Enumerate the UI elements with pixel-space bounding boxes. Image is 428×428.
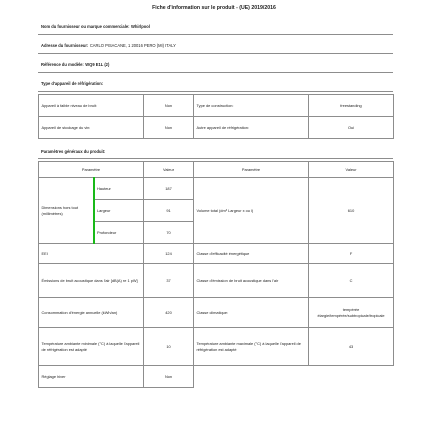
- eei-label: EEI: [39, 244, 144, 264]
- table-row: [39, 328, 394, 366]
- column-header-value: Valeur: [144, 162, 194, 178]
- annual-consumption-value: 420: [144, 298, 194, 328]
- depth-label: Profondeur: [94, 222, 144, 244]
- max-temperature-value: 43: [309, 328, 394, 366]
- winter-setting-label: Réglage hiver: [39, 366, 144, 388]
- product-information-sheet: [38, 16, 393, 408]
- supplier-brand-label: Nom du fournisseur ou marque commerciale:: [41, 23, 130, 29]
- page-title: Fiche d'information sur le produit - (UE) 2019/2016: [152, 5, 276, 11]
- eei-value: 124: [144, 244, 194, 264]
- table-row: [39, 178, 394, 200]
- supplier-brand-row: [38, 16, 393, 35]
- table-row: [39, 298, 394, 328]
- supplier-address-value: CARLO PISACANE, 1 20016 PERO (MI) ITALY: [89, 42, 176, 48]
- table-row: [39, 264, 394, 298]
- model-reference-value: WQ9 E1L (2): [85, 61, 110, 67]
- model-reference-label: Référence du modèle:: [41, 61, 84, 67]
- table-row: [39, 244, 394, 264]
- energy-class-value: F: [309, 244, 394, 264]
- general-parameters-section-title: Paramètres généraux du produit:: [38, 143, 393, 159]
- energy-class-label: Classe d'efficacité énergétique: [194, 244, 309, 264]
- climate-class-label: Classe climatique:: [194, 298, 309, 328]
- column-header-parameter-2: Paramètre: [194, 162, 309, 178]
- column-header-parameter: Paramètre: [39, 162, 144, 178]
- table-header-row: [39, 162, 394, 178]
- table-row: [39, 117, 394, 139]
- annual-consumption-label: Consommation d'énergie annuelle (kWh/an): [39, 298, 144, 328]
- low-noise-value: Non: [144, 95, 194, 117]
- wine-storage-label: Appareil de stockage du vin:: [39, 117, 144, 139]
- supplier-brand-value: Whirlpool: [131, 23, 150, 29]
- dimensions-label: Dimensions hors tout (millimètres): [39, 178, 94, 244]
- climate-class-value: tempérée élargie/tempérée/subtropicale/tropicale: [309, 298, 394, 328]
- min-temperature-value: 10: [144, 328, 194, 366]
- noise-emission-value: 37: [144, 264, 194, 298]
- height-label: Hauteur: [94, 178, 144, 200]
- wine-storage-value: Non: [144, 117, 194, 139]
- construction-type-value: freestanding: [309, 95, 394, 117]
- other-appliance-label: Autre appareil de réfrigération:: [194, 117, 309, 139]
- column-header-value-2: Valeur: [309, 162, 394, 178]
- noise-class-label: Classe d'émission de bruit acoustique dans l'air: [194, 264, 309, 298]
- construction-type-label: Type de construction:: [194, 95, 309, 117]
- width-label: Largeur: [94, 200, 144, 222]
- table-row: [39, 366, 394, 388]
- model-reference-row: [38, 54, 393, 73]
- height-value: 187: [144, 178, 194, 200]
- width-value: 91: [144, 200, 194, 222]
- low-noise-label: Appareil à faible niveau de bruit:: [39, 95, 144, 117]
- noise-emission-label: Émissions de bruit acoustique dans l'air [dB(A) re 1 pW]: [39, 264, 144, 298]
- winter-setting-value: Non: [144, 366, 194, 388]
- noise-class-value: C: [309, 264, 394, 298]
- total-volume-label: Volume total (dm³ Largeur x ou l): [194, 178, 309, 244]
- min-temperature-label: Température ambiante minimale (°C) à laquelle l'appareil de réfrigération est adapté: [39, 328, 144, 366]
- table-row: [39, 95, 394, 117]
- depth-value: 70: [144, 222, 194, 244]
- supplier-address-row: [38, 35, 393, 54]
- total-volume-value: 610: [309, 178, 394, 244]
- supplier-address-label: Adresse du fournisseur:: [41, 42, 89, 48]
- appliance-type-section-title: Type d'appareil de réfrigération:: [38, 73, 393, 92]
- general-parameters-table: [38, 161, 394, 388]
- appliance-type-table: [38, 94, 394, 139]
- other-appliance-value: Oui: [309, 117, 394, 139]
- max-temperature-label: Température ambiante maximale (°C) à laquelle l'appareil de réfrigération est adapté: [194, 328, 309, 366]
